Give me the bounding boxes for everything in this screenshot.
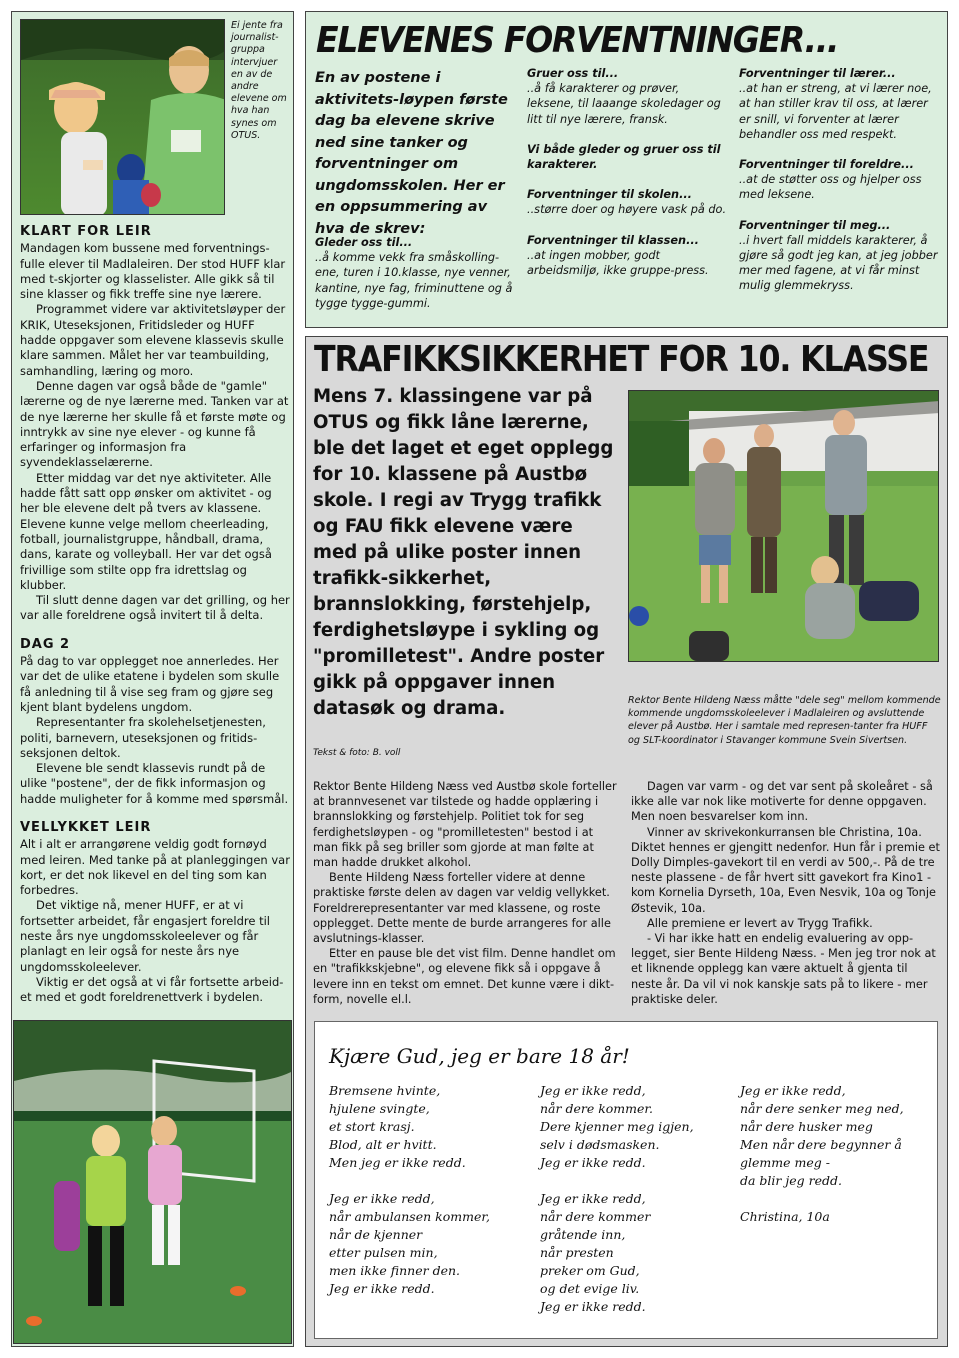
expectation-text: ..at han er streng, at vi lærer noe, at han stiller krav til oss, at lærer er snill, vi forventer at lærer behandler oss med respekt.	[739, 82, 932, 141]
poem-line: Jeg er ikke redd.	[540, 1299, 646, 1314]
paragraph: På dag to var opplegget noe annerledes. Her var det de ulike etatene i bydelen som skulle få anledning til å vise seg fram og gjøre seg kjent blant bydelens ungdom.	[20, 654, 280, 714]
paragraph: Representanter fra skolehelsetjenesten, politi, barnevern, uteseksjonen og fritids-seksjonen deltok.	[20, 715, 266, 760]
poem-line: men ikke finner den.	[329, 1263, 460, 1278]
expectation-text: ..større doer og høyere vask på do.	[527, 203, 727, 217]
expectation-block	[527, 233, 727, 279]
paragraph: Etter middag var det nye aktiviteter. Alle hadde fått satt opp ønsker om aktivitet - og her ble elevene delt på tvers av klassene. Elevene kunne velge mellom cheerleading, fotball, journalistgruppe, håndball, drama, dans, karate og volleyball. Her var det også frivillige som stilte opp fra idrettslag og klubber.	[20, 470, 272, 592]
expectation-label: Gruer oss til...	[527, 67, 619, 80]
poem-line: Jeg er ikke redd.	[540, 1155, 646, 1170]
section-heading: VELLYKKET LEIR	[20, 819, 152, 835]
paragraph: Til slutt denne dagen var det grilling, og her var alle foreldrene også invitert til å delta.	[20, 593, 290, 623]
traffic-byline: Tekst & foto: B. voll	[313, 748, 401, 758]
expectation-block	[527, 66, 727, 127]
paragraph: Elevene ble sendt klassevis rundt på de ulike "postene", der de fikk informasjon og hadde muligheter for å komme med spørsmål.	[20, 761, 289, 806]
paragraph: Denne dagen var også både de "gamle" lærerne og de nye lærerne med. Tanken var at de nye lærerne her skulle få et første møte og inntrykk av sine nye elever - og kunne få erfaringer og informasjon fra syvendeklasselærerne.	[20, 378, 289, 470]
football-photo-image	[14, 1021, 292, 1344]
expectations-col-3	[739, 66, 939, 309]
expectation-text: ..at ingen mobber, godt arbeidsmiljø, ikke gruppe-press.	[527, 248, 709, 278]
section-dag-2	[20, 637, 290, 807]
expectations-col-2	[527, 66, 727, 293]
expectations-title: ELEVENES FORVENTNINGER...	[316, 20, 839, 61]
expectation-label: Forventninger til foreldre...	[739, 158, 914, 172]
poem-title: Kjære Gud, jeg er bare 18 år!	[329, 1044, 630, 1068]
traffic-col-2	[631, 779, 942, 1007]
expectation-label: Forventninger til klassen...	[527, 233, 699, 247]
left-column-panel	[11, 11, 294, 1347]
expectation-text: ..å få karakterer og prøver, leksene, til laaange skoledager og litt til nye lærere, fransk.	[527, 82, 721, 126]
poem-line: gråtende inn,	[540, 1227, 626, 1242]
poem-col-1	[329, 1082, 529, 1298]
traffic-photo-caption: Rektor Bente Hildeng Næss måtte "dele seg" mellom kommende kommende ungdomsskoleelever i Madlaleiren og avsluttende elever på Austbø. Her i samtale med represen-tanter fra HUFF og SLT-koordinator i Stavanger kommune Svein Sivertsen.	[628, 695, 941, 746]
expectation-block	[739, 157, 939, 203]
expectation-text: ..at de støtter oss og hjelper oss med leksene.	[739, 173, 922, 202]
section-heading: DAG 2	[20, 636, 71, 652]
expectation-block	[739, 218, 939, 294]
poem-line: når de kjenner	[329, 1227, 423, 1242]
paragraph: Rektor Bente Hildeng Næss ved Austbø skole forteller at brannvesenet var tilstede og hadde opplæring i brannslokking og førstehjelp. Politiet tok for seg ferdighetsløypen - og "promilletesten" bestod i at man fikk på seg briller som gjorde at man følte at man hadde drukket alkohol.	[313, 780, 617, 870]
expectation-label: Vi både gleder og gruer oss til karakterer.	[527, 142, 721, 172]
expectation-block	[527, 187, 727, 217]
stanza-gap	[329, 1172, 529, 1190]
section-heading: KLART FOR LEIR	[20, 224, 152, 239]
left-article	[20, 216, 290, 1006]
poem-line: preker om Gud,	[540, 1263, 640, 1278]
section-vellykket-leir	[20, 820, 290, 1006]
poem-line: selv i dødsmasken.	[540, 1137, 660, 1152]
poem-line: når dere husker meg	[740, 1119, 873, 1134]
poem-line: Bremsene hvinte,	[329, 1083, 441, 1098]
traffic-lead: Mens 7. klassingene var på OTUS og fikk låne lærerne, ble det laget et eget opplegg for 10. klassene på Austbø skole. I regi av Trygg trafikk og FAU fikk elevene være med på ulike poster innen trafikk-sikkerhet, brannslokking, førstehjelp, ferdighetsløype i sykling og "promilletest". Andre poster gikk på oppgaver innen datasøk og drama.	[313, 386, 614, 719]
paragraph: Viktig er det også at vi får fortsette arbeid-et med et godt foreldrenettverk i bydelen.	[20, 974, 284, 1005]
traffic-title: TRAFIKKSIKKERHET FOR 10. KLASSE	[314, 339, 929, 380]
poem-line: Dere kjenner meg igjen,	[540, 1119, 694, 1134]
interview-photo	[20, 19, 225, 215]
traffic-panel	[305, 336, 948, 1347]
paragraph: Programmet videre var aktivitetsløyper der KRIK, Uteseksjonen, Fritidsleder og HUFF hadde oppgaver som elevene klassevis skulle klare sammen. Målet her var teambuilding, samhandling, læring og moro.	[20, 302, 286, 378]
poem-line: hjulene svingte,	[329, 1101, 430, 1116]
expectation-text: ..i hvert fall middels karakterer, å gjøre så godt jeg kan, at jeg jobber mer med fagene, at vi får minst mulig glemmekryss.	[739, 233, 938, 293]
poem-line: Jeg er ikke redd,	[740, 1083, 846, 1098]
poem-line: når dere senker meg ned,	[740, 1101, 904, 1116]
paragraph: Vinner av skrivekonkurransen ble Christina, 10a. Diktet hennes er gjengitt nedenfor. Hun får i premie et Dolly Dimples-gavekort til en verdi av 500,-. På de tre neste plassene - de får hvert sitt gavekort fra Kino1 - kom Kornelia Dyrseth, 10a, Even Nesvik, 10a og Tonje Østevik, 10a.	[631, 825, 940, 915]
section-klart-for-leir	[20, 224, 290, 624]
poem-line: når dere kommer	[540, 1209, 651, 1224]
stanza-gap	[740, 1190, 935, 1208]
expectation-label: Gleder oss til...	[315, 236, 413, 249]
paragraph: Det viktige nå, mener HUFF, er at vi fortsetter arbeidet, får engasjert foreldre til neste års nye ungdomsskoleelever og får planlagt en leir også for neste års nye ungdomsskoleelever.	[20, 898, 270, 974]
paragraph: Mandagen kom bussene med forventnings-fulle elever til Madlaleiren. Der stod HUFF klar med t-skjorter og klasselister. Alle gikk så til sine klasser og fikk treffe sine nye lærere.	[20, 241, 286, 302]
poem-line: Jeg er ikke redd,	[540, 1191, 646, 1206]
paragraph: Alle premiene er levert av Trygg Trafikk.	[647, 916, 873, 930]
expectations-panel	[305, 11, 948, 328]
expectation-block	[315, 235, 515, 311]
paragraph: - Vi har ikke hatt en endelig evaluering av opp-legget, sier Bente Hildeng Næss. - Men jeg tror nok at et liknende opplegg kan være aktuelt å gjenta til neste år. Da vil vi nok kanskje sats på to likere - mer praktiske deler.	[631, 932, 936, 1006]
paragraph: Bente Hildeng Næss forteller videre at denne praktiske første delen av dagen var veldig vellykket. Foreldrerepresentanter var med klassene, og roste opplegget. Dette mente de burde arrangeres for alle avslutnings-klasser.	[313, 871, 611, 946]
poem-col-2	[540, 1082, 740, 1316]
traffic-col-1	[313, 779, 618, 1007]
poem-line: et stort krasj.	[329, 1119, 415, 1134]
poem-line: Jeg er ikke redd,	[540, 1083, 646, 1098]
expectations-col-1	[315, 235, 515, 326]
poem-col-3	[740, 1082, 935, 1226]
football-photo	[13, 1020, 292, 1344]
expectations-intro: En av postene i aktivitets-løypen første dag ba elevene skrive ned sine tanker og forventninger om ungdomsskolen. Her er en oppsummering av hva de skrev:	[315, 70, 508, 237]
poem-line: Jeg er ikke redd.	[329, 1281, 435, 1296]
poem-line: etter pulsen min,	[329, 1245, 438, 1260]
interview-photo-image	[21, 20, 225, 215]
poem-line: og det evige liv.	[540, 1281, 640, 1296]
poem-line: når ambulansen kommer,	[329, 1209, 490, 1224]
paragraph: Dagen var varm - og det var sent på skoleåret - så ikke alle var nok like motiverte for denne oppgaven. Men noen besvarelser kom inn.	[631, 780, 933, 824]
poem-line: Jeg er ikke redd,	[329, 1191, 435, 1206]
traffic-photo-image	[629, 391, 939, 662]
poem-line: da blir jeg redd.	[740, 1173, 842, 1188]
expectation-block	[527, 142, 727, 172]
expectation-text: ..å komme vekk fra småskolling-ene, turen i 10.klasse, nye venner, kantine, nye fag, friminuttene og å tygge tygge-gummi.	[315, 251, 513, 310]
poem-line: Blod, alt er hvitt.	[329, 1137, 437, 1152]
poem-box	[314, 1021, 938, 1339]
traffic-photo	[628, 390, 939, 662]
expectation-label: Forventninger til lærer...	[739, 67, 896, 80]
paragraph: Etter en pause ble det vist film. Denne handlet om en "trafikkskjebne", og elevene fikk så i oppgave å levere inn en tekst om emnet. Det kunne være i dikt-form, novelle el.l.	[313, 947, 616, 1006]
stanza-gap	[540, 1172, 740, 1190]
poem-author: Christina, 10a	[740, 1209, 830, 1224]
poem-line: Men når dere begynner å	[740, 1137, 902, 1152]
poem-line: Men jeg er ikke redd.	[329, 1155, 466, 1170]
poem-line: når dere kommer.	[540, 1101, 653, 1116]
interview-photo-caption: Ei jente fra journalist-gruppa intervjuer en av de andre elevene om hva han synes om OTUS.	[231, 20, 287, 141]
poem-line: glemme meg -	[740, 1155, 830, 1170]
poem-line: når presten	[540, 1245, 614, 1260]
expectation-label: Forventninger til skolen...	[527, 188, 692, 202]
paragraph: Alt i alt er arrangørene veldig godt fornøyd med leiren. Med tanke på at planleggingen var kort, er det nok likevel en del ting som kan forbedres.	[20, 837, 290, 898]
expectation-label: Forventninger til meg...	[739, 218, 891, 232]
expectation-block	[739, 66, 939, 142]
